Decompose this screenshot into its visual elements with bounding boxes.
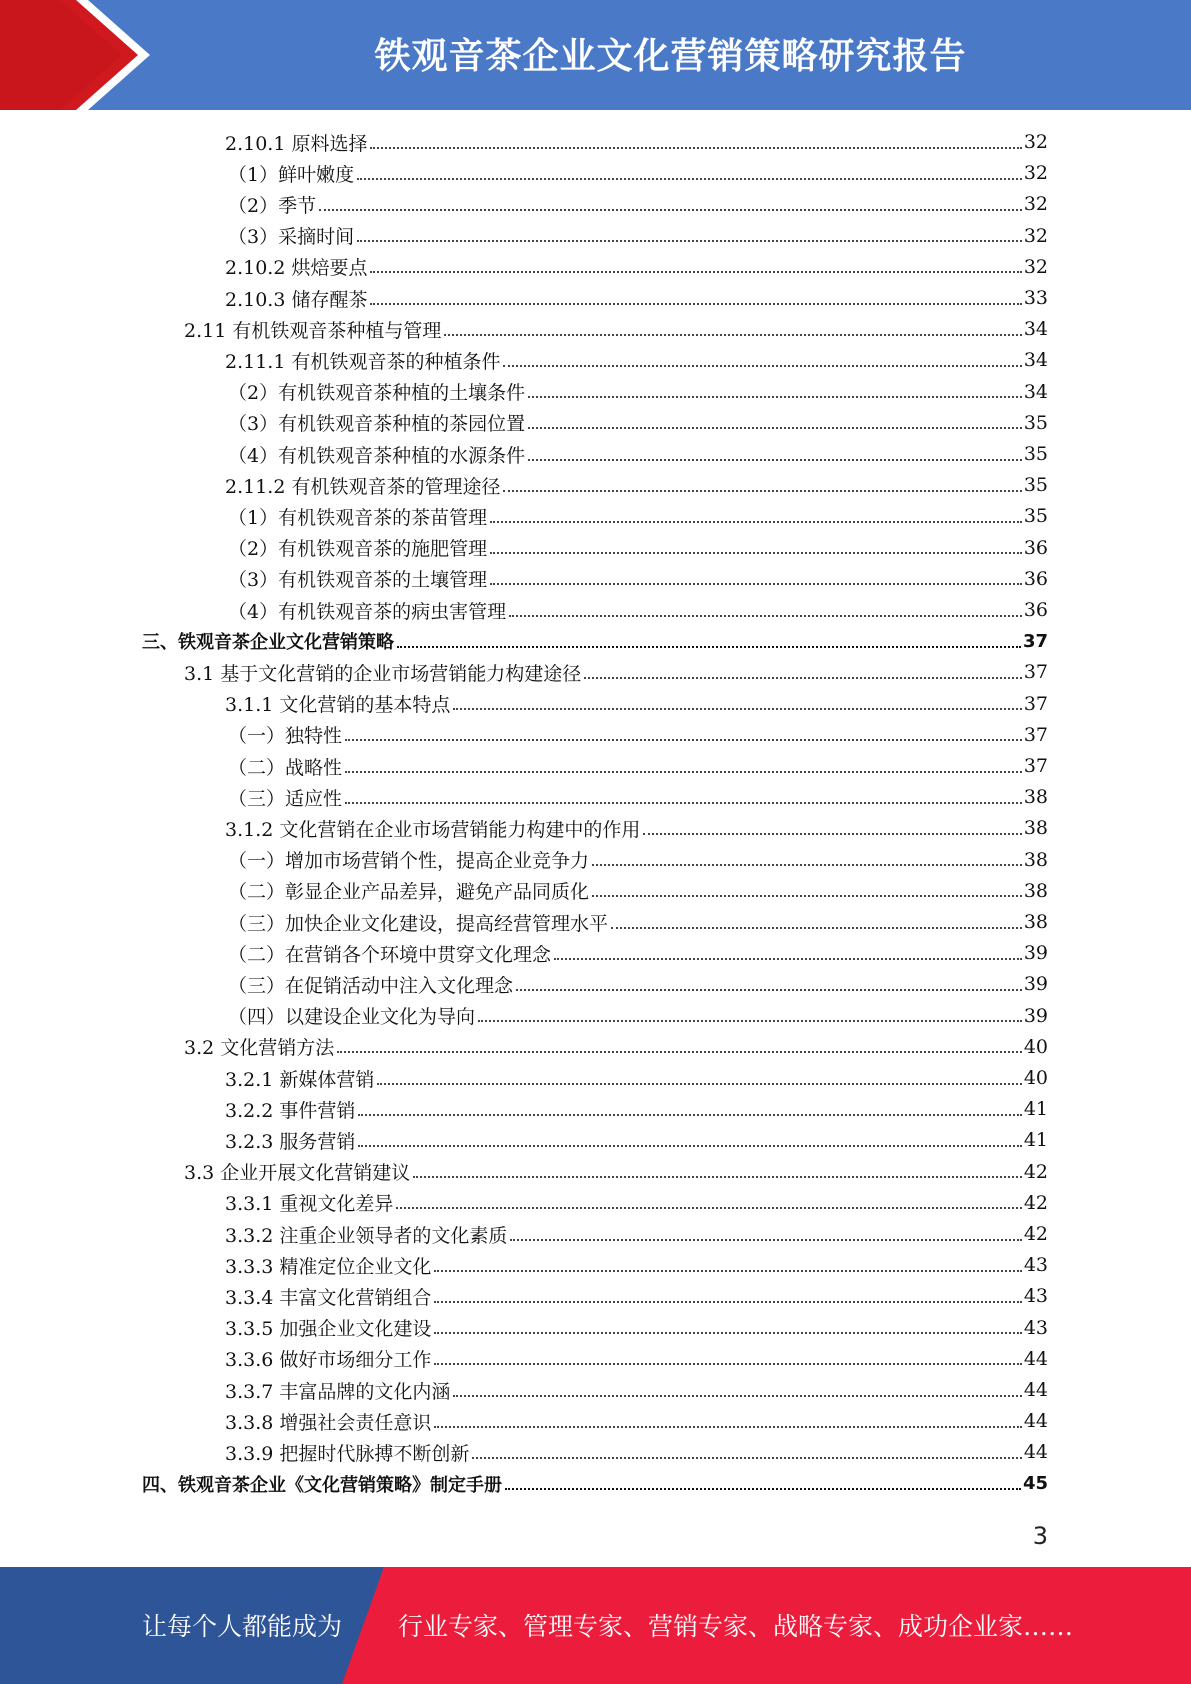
toc-entry-label: （4）有机铁观音茶种植的水源条件 (228, 444, 526, 467)
toc-entry-label: 2.10.1 原料选择 (225, 132, 368, 155)
toc-entry-label: （三）适应性 (228, 787, 343, 810)
page-header (0, 0, 1191, 110)
toc-entry[interactable] (228, 595, 1048, 625)
toc-entry[interactable] (228, 907, 1048, 937)
toc-entry-label: （2）有机铁观音茶种植的土壤条件 (228, 382, 526, 405)
toc-entry[interactable] (228, 377, 1048, 407)
toc-entry-page: 34 (1023, 318, 1048, 341)
toc-entry-page: 35 (1023, 474, 1048, 497)
toc-dot-leader (345, 771, 1022, 773)
toc-entry-label: （四）以建设企业文化为导向 (228, 1006, 476, 1029)
toc-entry[interactable] (225, 252, 1048, 282)
toc-entry-page: 43 (1023, 1285, 1048, 1308)
toc-entry-label: （4）有机铁观音茶的病虫害管理 (228, 600, 507, 623)
toc-entry-page: 42 (1023, 1191, 1048, 1214)
toc-entry[interactable] (225, 1437, 1048, 1467)
toc-dot-leader (505, 1488, 1021, 1490)
toc-entry-label: 3.2.3 服务营销 (225, 1130, 356, 1153)
toc-entry[interactable] (225, 1281, 1048, 1311)
toc-entry-page: 42 (1023, 1160, 1048, 1183)
toc-dot-leader (345, 739, 1022, 741)
toc-entry[interactable] (225, 345, 1048, 375)
header-chevron-decoration (0, 0, 160, 110)
toc-entry[interactable] (228, 564, 1048, 594)
toc-entry-page: 35 (1023, 443, 1048, 465)
toc-dot-leader (528, 459, 1022, 461)
toc-entry[interactable] (228, 876, 1048, 906)
toc-entry[interactable] (184, 657, 1048, 687)
toc-dot-leader (490, 583, 1022, 585)
toc-dot-leader (478, 1020, 1022, 1022)
toc-entry[interactable] (228, 439, 1048, 469)
toc-entry-page: 34 (1023, 380, 1048, 403)
toc-entry-page: 33 (1023, 287, 1048, 309)
toc-entry-label: 3.3 企业开展文化营销建议 (184, 1162, 411, 1185)
toc-entry-label: 3.3.7 丰富品牌的文化内涵 (225, 1380, 451, 1403)
toc-entry-page: 36 (1023, 536, 1048, 559)
toc-entry-page: 32 (1023, 162, 1048, 185)
toc-entry-page: 38 (1023, 786, 1048, 809)
toc-dot-leader (434, 1332, 1021, 1334)
toc-entry-label: 3.3.2 注重企业领导者的文化素质 (225, 1224, 508, 1247)
toc-dot-leader (503, 490, 1021, 492)
toc-entry-label: （二）在营销各个环境中贯穿文化理念 (228, 943, 552, 966)
toc-entry[interactable] (225, 813, 1048, 843)
toc-entry[interactable] (225, 1094, 1048, 1124)
toc-entry-label: 3.1 基于文化营销的企业市场营销能力构建途径 (184, 662, 582, 685)
toc-dot-leader (472, 1457, 1021, 1459)
toc-entry-page: 34 (1023, 349, 1048, 372)
toc-entry-page: 44 (1023, 1379, 1048, 1401)
toc-entry-label: （一）增加市场营销个性，提高企业竞争力 (228, 850, 590, 873)
toc-dot-leader (592, 895, 1022, 897)
toc-dot-leader (444, 334, 1021, 336)
toc-dot-leader (370, 147, 1021, 149)
toc-entry[interactable] (228, 1001, 1048, 1031)
toc-dot-leader (357, 240, 1022, 242)
toc-entry-label: （三）加快企业文化建设，提高经营管理水平 (228, 912, 609, 935)
toc-entry[interactable] (228, 720, 1048, 750)
toc-entry[interactable] (142, 1469, 1048, 1499)
toc-entry-label: 2.11 有机铁观音茶种植与管理 (184, 319, 442, 342)
toc-entry-label: 3.3.4 丰富文化营销组合 (225, 1286, 432, 1309)
toc-entry[interactable] (228, 501, 1048, 531)
toc-entry[interactable] (225, 1375, 1048, 1405)
page-footer (0, 1567, 1191, 1684)
toc-entry-page: 36 (1023, 599, 1048, 621)
toc-dot-leader (516, 989, 1022, 991)
toc-entry-label: （2）季节 (228, 194, 317, 217)
toc-entry[interactable] (225, 1188, 1048, 1218)
toc-dot-leader (434, 1426, 1021, 1428)
toc-entry-label: （三）在促销活动中注入文化理念 (228, 974, 514, 997)
toc-entry-label: 3.3.9 把握时代脉搏不断创新 (225, 1442, 470, 1465)
toc-entry[interactable] (228, 938, 1048, 968)
toc-dot-leader (611, 927, 1022, 929)
toc-entry[interactable] (228, 189, 1048, 219)
toc-dot-leader (358, 1114, 1021, 1116)
toc-entry-label: 2.11.1 有机铁观音茶的种植条件 (225, 350, 501, 373)
toc-entry-page: 39 (1023, 942, 1048, 965)
toc-entry-label: 3.1.2 文化营销在企业市场营销能力构建中的作用 (225, 818, 641, 841)
toc-entry-label: （3）有机铁观音茶的土壤管理 (228, 569, 488, 592)
page-number: 3 (1032, 1522, 1048, 1550)
toc-entry[interactable] (225, 283, 1048, 313)
toc-entry[interactable] (142, 626, 1048, 656)
toc-entry-page: 44 (1023, 1410, 1048, 1433)
toc-entry-label: 2.11.2 有机铁观音茶的管理途径 (225, 475, 501, 498)
toc-dot-leader (592, 864, 1022, 866)
toc-entry-page: 35 (1023, 505, 1048, 528)
toc-entry-page: 43 (1023, 1316, 1048, 1339)
toc-entry-page: 37 (1023, 692, 1048, 715)
toc-entry-page: 43 (1023, 1254, 1048, 1277)
toc-entry[interactable] (225, 1063, 1048, 1093)
toc-entry[interactable] (228, 782, 1048, 812)
toc-dot-leader (337, 1051, 1022, 1053)
toc-entry-label: 3.2.1 新媒体营销 (225, 1068, 375, 1091)
toc-entry-label: 2.10.2 烘焙要点 (225, 257, 368, 280)
toc-entry-label: 3.3.3 精准定位企业文化 (225, 1255, 432, 1278)
toc-entry-page: 37 (1023, 723, 1048, 746)
toc-dot-leader (319, 209, 1022, 211)
toc-dot-leader (397, 646, 1021, 648)
footer-slogan-left: 让每个人都能成为 (142, 1612, 343, 1641)
footer-slogan-right: 行业专家、管理专家、营销专家、战略专家、成功企业家…… (398, 1612, 1074, 1641)
document-title: 铁观音茶企业文化营销策略研究报告 (374, 36, 967, 77)
toc-entry-label: 3.3.6 做好市场细分工作 (225, 1349, 432, 1372)
toc-entry[interactable] (228, 158, 1048, 188)
toc-entry-page: 40 (1023, 1035, 1048, 1058)
toc-dot-leader (357, 178, 1022, 180)
toc-entry[interactable] (228, 221, 1048, 251)
toc-entry[interactable] (225, 1406, 1048, 1436)
toc-entry-label: 3.2.2 事件营销 (225, 1099, 356, 1122)
toc-entry-label: 3.3.5 加强企业文化建设 (225, 1318, 432, 1341)
toc-entry[interactable] (228, 751, 1048, 781)
toc-entry-page: 41 (1023, 1098, 1048, 1121)
toc-dot-leader (490, 521, 1022, 523)
toc-entry-label: （一）独特性 (228, 725, 343, 748)
toc-entry[interactable] (225, 1313, 1048, 1343)
toc-entry-label: 3.3.8 增强社会责任意识 (225, 1411, 432, 1434)
toc-entry-page: 32 (1023, 193, 1048, 216)
toc-entry-page: 39 (1023, 973, 1048, 996)
toc-entry-label: 3.2 文化营销方法 (184, 1037, 335, 1060)
toc-entry-page: 45 (1022, 1473, 1048, 1495)
toc-entry-page: 41 (1023, 1129, 1048, 1152)
toc-entry-label: （2）有机铁观音茶的施肥管理 (228, 538, 488, 561)
toc-entry-label: 3.3.1 重视文化差异 (225, 1193, 394, 1216)
toc-entry[interactable] (184, 1032, 1048, 1062)
toc-entry-page: 37 (1023, 755, 1048, 777)
toc-entry-label: 四、铁观音茶企业《文化营销策略》制定手册 (142, 1474, 502, 1496)
toc-entry[interactable] (225, 470, 1048, 500)
toc-entry-page: 37 (1023, 661, 1048, 684)
toc-entry-page: 32 (1023, 224, 1048, 247)
toc-entry-page: 38 (1023, 848, 1048, 871)
toc-entry[interactable] (225, 1344, 1048, 1374)
toc-entry-page: 37 (1022, 630, 1048, 652)
toc-entry[interactable] (184, 1157, 1048, 1187)
toc-entry-page: 44 (1023, 1347, 1048, 1370)
toc-entry[interactable] (225, 689, 1048, 719)
toc-dot-leader (377, 1083, 1021, 1085)
toc-entry-page: 39 (1023, 1004, 1048, 1027)
toc-entry-page: 44 (1023, 1441, 1048, 1464)
toc-dot-leader (554, 958, 1022, 960)
toc-dot-leader (396, 1207, 1021, 1209)
toc-entry-label: （1）鲜叶嫩度 (228, 163, 355, 186)
toc-dot-leader (528, 396, 1022, 398)
toc-dot-leader (584, 677, 1022, 679)
toc-dot-leader (358, 1145, 1021, 1147)
toc-entry-page: 32 (1023, 255, 1048, 278)
toc-entry-page: 38 (1023, 879, 1048, 902)
toc-entry[interactable] (228, 533, 1048, 563)
toc-entry-page: 42 (1023, 1223, 1048, 1245)
toc-dot-leader (370, 271, 1021, 273)
toc-entry[interactable] (225, 1219, 1048, 1249)
toc-entry-label: （3）有机铁观音茶种植的茶园位置 (228, 413, 526, 436)
toc-entry-label: （1）有机铁观音茶的茶苗管理 (228, 506, 488, 529)
toc-entry-label: 3.1.1 文化营销的基本特点 (225, 694, 451, 717)
toc-dot-leader (453, 1395, 1021, 1397)
toc-dot-leader (510, 1239, 1021, 1241)
toc-entry-label: （二）战略性 (228, 756, 343, 779)
toc-entry[interactable] (225, 1250, 1048, 1280)
toc-dot-leader (453, 708, 1021, 710)
toc-entry[interactable] (225, 1125, 1048, 1155)
toc-entry[interactable] (184, 314, 1048, 344)
toc-dot-leader (643, 833, 1021, 835)
toc-entry-page: 38 (1023, 911, 1048, 933)
toc-dot-leader (509, 615, 1022, 617)
toc-dot-leader (434, 1270, 1021, 1272)
toc-dot-leader (345, 802, 1022, 804)
toc-entry-page: 40 (1023, 1067, 1048, 1089)
toc-entry-label: （3）采摘时间 (228, 226, 355, 249)
toc-dot-leader (503, 365, 1021, 367)
toc-dot-leader (528, 427, 1022, 429)
toc-entry[interactable] (228, 845, 1048, 875)
toc-dot-leader (413, 1176, 1022, 1178)
toc-dot-leader (434, 1301, 1021, 1303)
toc-entry-page: 35 (1023, 411, 1048, 434)
toc-dot-leader (490, 552, 1022, 554)
toc-dot-leader (434, 1363, 1021, 1365)
toc-entry[interactable] (225, 127, 1048, 157)
toc-entry[interactable] (228, 408, 1048, 438)
toc-dot-leader (370, 303, 1021, 305)
toc-entry-label: 三、铁观音茶企业文化营销策略 (142, 632, 394, 654)
toc-entry-page: 38 (1023, 817, 1048, 840)
toc-entry-page: 32 (1023, 131, 1048, 153)
toc-entry-label: （二）彰显企业产品差异，避免产品同质化 (228, 881, 590, 904)
toc-entry[interactable] (228, 969, 1048, 999)
toc-entry-label: 2.10.3 储存醒茶 (225, 288, 368, 311)
toc-entry-page: 36 (1023, 567, 1048, 590)
